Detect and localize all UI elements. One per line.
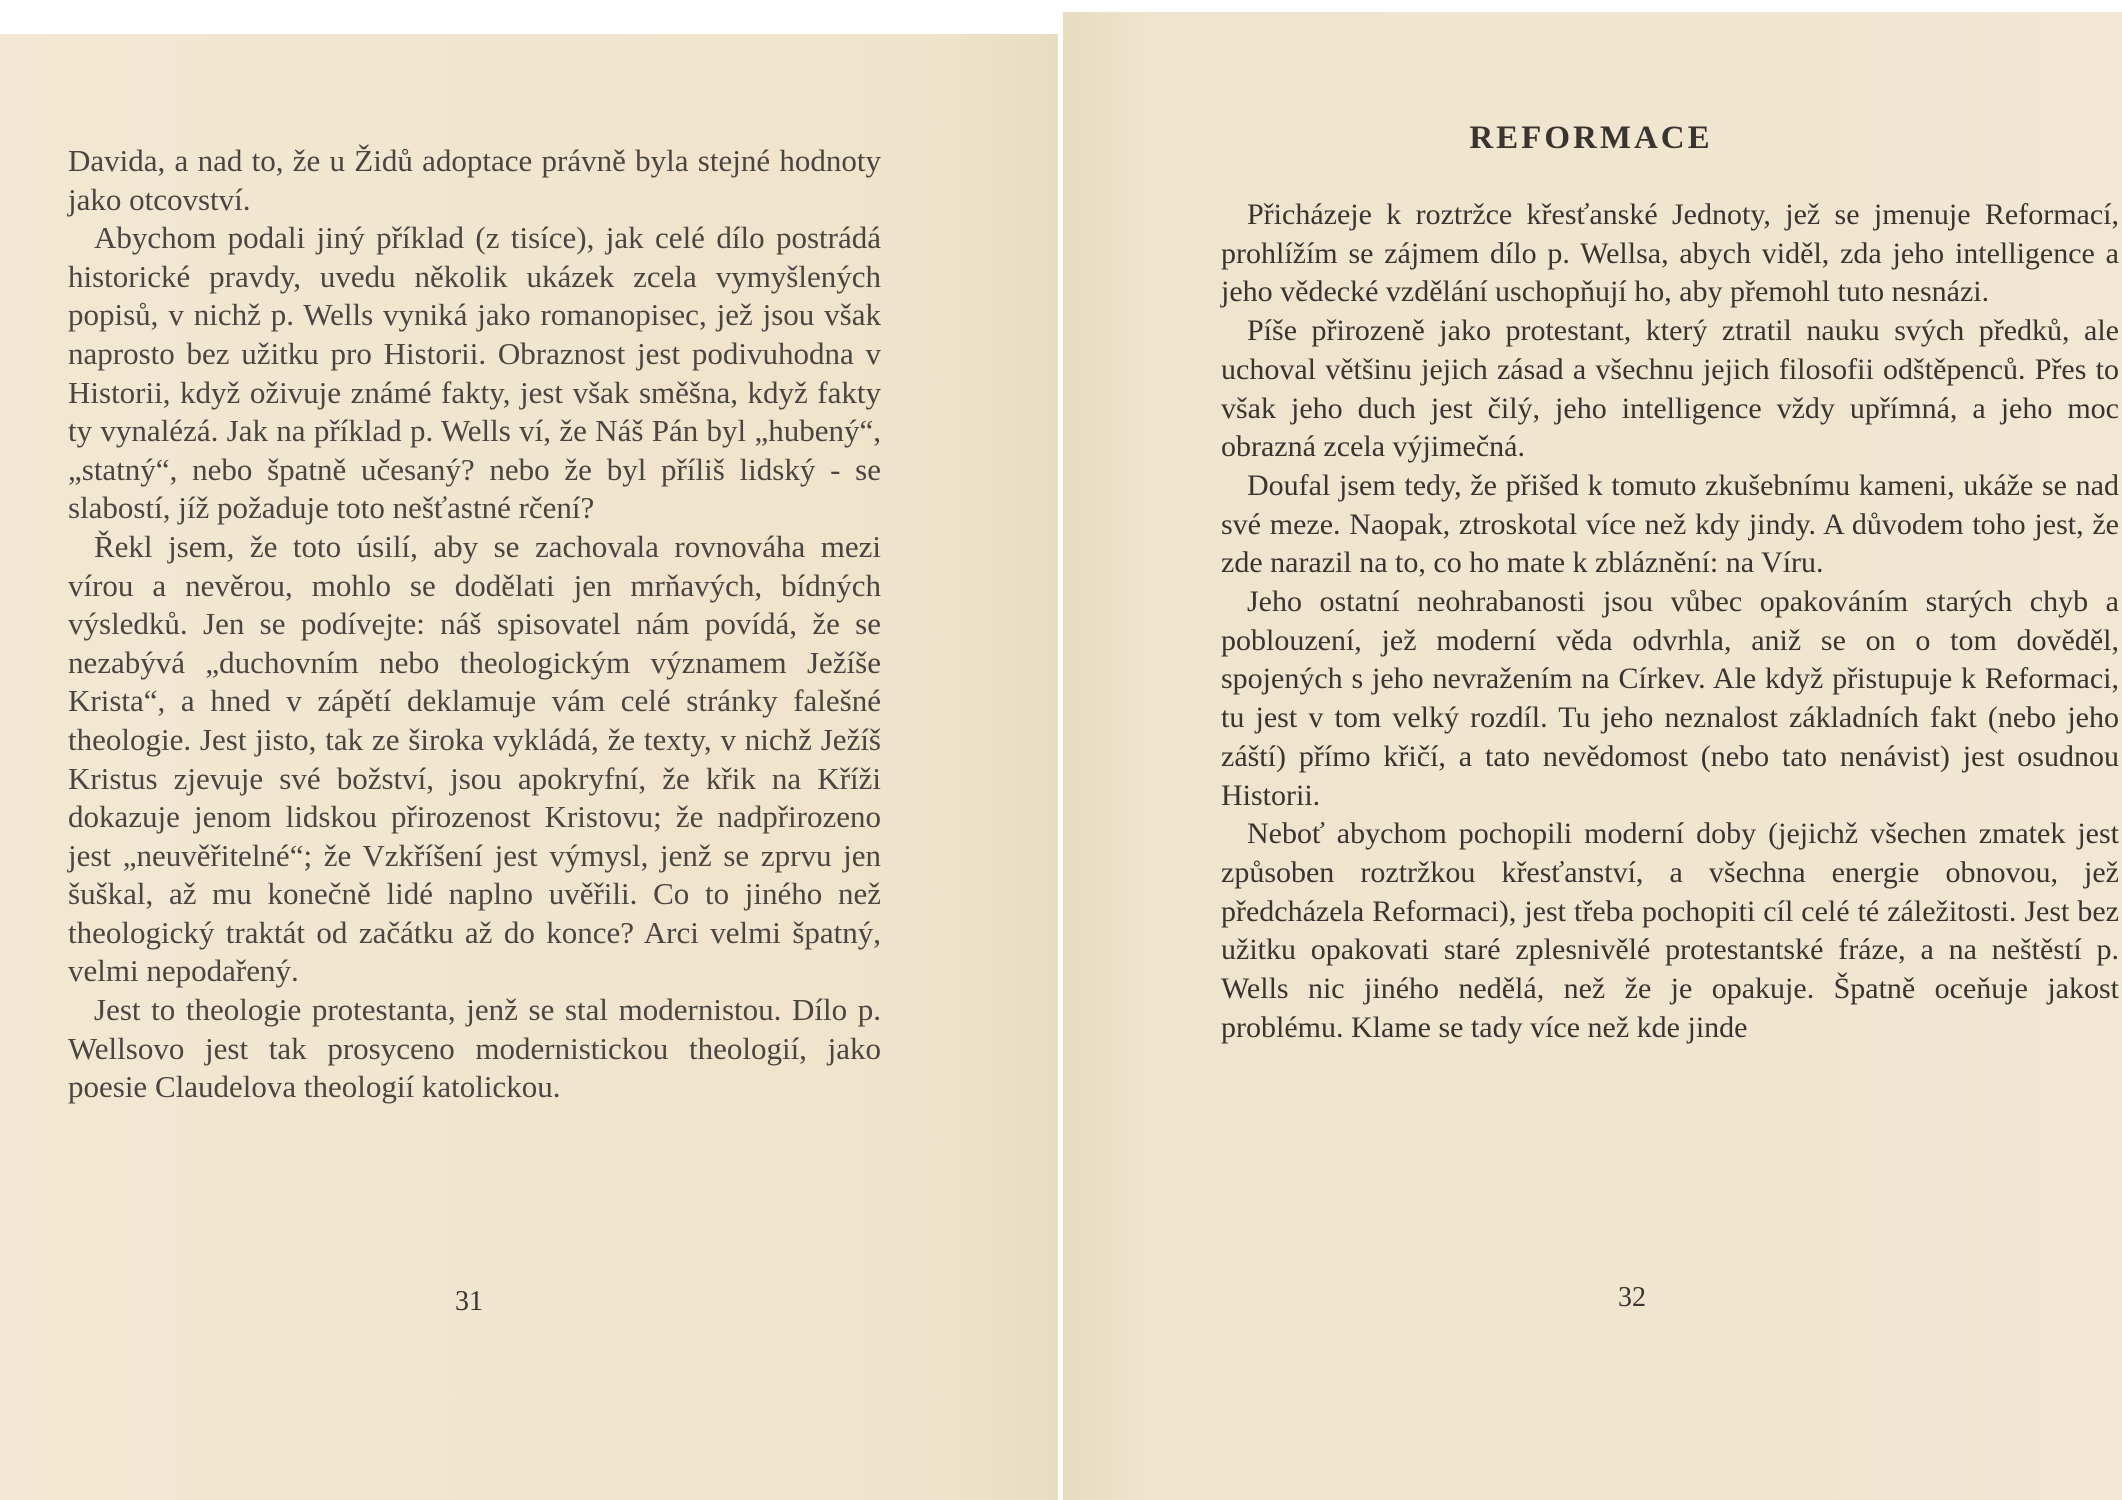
paragraph: Jest to theologie protestanta, jenž se stal modernistou. Dílo p. Wellsovo jest tak prosyceno modernistickou theologií, jako poesie Claudelova theologií katolickou. [68,992,881,1105]
paragraph: Jeho ostatní neohrabanosti jsou vůbec opakováním starých chyb a poblouzení, jež moderní věda odvrhla, aniž se on o tom dověděl, spojených s jeho nevražením na Církev. Ale když přistupuje k Reformaci, tu jest v tom velký rozdíl. Tu jeho neznalost základních fakt (nebo jeho záští) přímo křičí, a tato nevědomost (nebo tato nenávist) jest osudnou Historii. [1221,585,2119,812]
left-page-text [68,142,881,1107]
right-page-text [1221,196,2119,1047]
page-number: 31 [455,1286,483,1317]
paragraph: Řekl jsem, že toto úsilí, aby se zachovala rovnováha mezi vírou a nevěrou, mohlo se dodělati jen mrňavých, bídných výsledků. Jen se podívejte: náš spisovatel nám povídá, že se nezabývá „duchovním nebo theologickým významem Ježíše Krista“, a hned v zápětí deklamuje vám celé stránky falešné theologie. Jest jisto, tak ze široka vykládá, že texty, v nichž Ježíš Kristus zjevuje své božství, jsou apokryfní, že křik na Kříži dokazuje jenom lidskou přirozenost Kristovu; že nadpřirozeno jest „neuvěřitelné“; že Vzkříšení jest výmysl, jenž se zprvu jen šuškal, až mu konečně lidé naplno uvěřili. Co to jiného než theologický traktát od začátku až do konce? Arci velmi špatný, velmi nepodařený. [68,528,881,989]
paragraph: Abychom podali jiný příklad (z tisíce), jak celé dílo postrádá historické pravdy, uvedu několik ukázek zcela vymyšlených popisů, v nichž p. Wells vyniká jako romanopisec, jež jsou však naprosto bez užitku pro Historii. Obraznost jest podivuhodna v Historii, když oživuje známé fakty, jest však směšna, když fakty ty vynalézá. Jak na příklad p. Wells ví, že Náš Pán byl „hubený“, „statný“, nebo špatně učesaný? nebo že byl příliš lidský - se slabostí, jíž požaduje toto nešťastné rčení? [68,220,881,526]
paragraph: Doufal jsem tedy, že přišed k tomuto zkušebnímu kameni, ukáže se nad své meze. Naopak, ztroskotal více než kdy jindy. A důvodem toho jest, že zde narazil na to, co ho mate k zbláznění: na Víru. [1221,468,2119,580]
paragraph: Píše přirozeně jako protestant, který ztratil nauku svých předků, ale uchoval většinu jejich zásad a všechnu jejich filosofii odštěpenců. Přes to však jeho duch jest čilý, jeho intelligence vždy upřímná, a jeho moc obrazná zcela výjimečná. [1221,314,2119,464]
page-number: 32 [1618,1282,1646,1313]
paragraph: Neboť abychom pochopili moderní doby (jejichž všechen zmatek jest způsoben roztržkou křesťanství, a všechna energie obnovou, jež předcházela Reformaci), jest třeba pochopiti cíl celé té záležitosti. Jest bez užitku opakovati staré zplesnivělé protestantské fráze, a na neštěstí p. Wells nic jiného nedělá, než že je opakuje. Špatně oceňuje jakost problému. Klame se tady více než kde jinde [1221,817,2119,1044]
chapter-title: REFORMACE [1469,120,1713,156]
right-page [1063,12,2122,1500]
paragraph: Přicházeje k roztržce křesťanské Jednoty, jež se jmenuje Reformací, prohlížím se zájmem dílo p. Wellsa, abych viděl, zda jeho intelligence a jeho vědecké vzdělání uschopňují ho, aby přemohl tuto nesnázi. [1221,198,2119,309]
left-page [0,34,1058,1500]
paragraph: Davida, a nad to, že u Židů adoptace právně byla stejné hodnoty jako otcovství. [68,143,881,217]
